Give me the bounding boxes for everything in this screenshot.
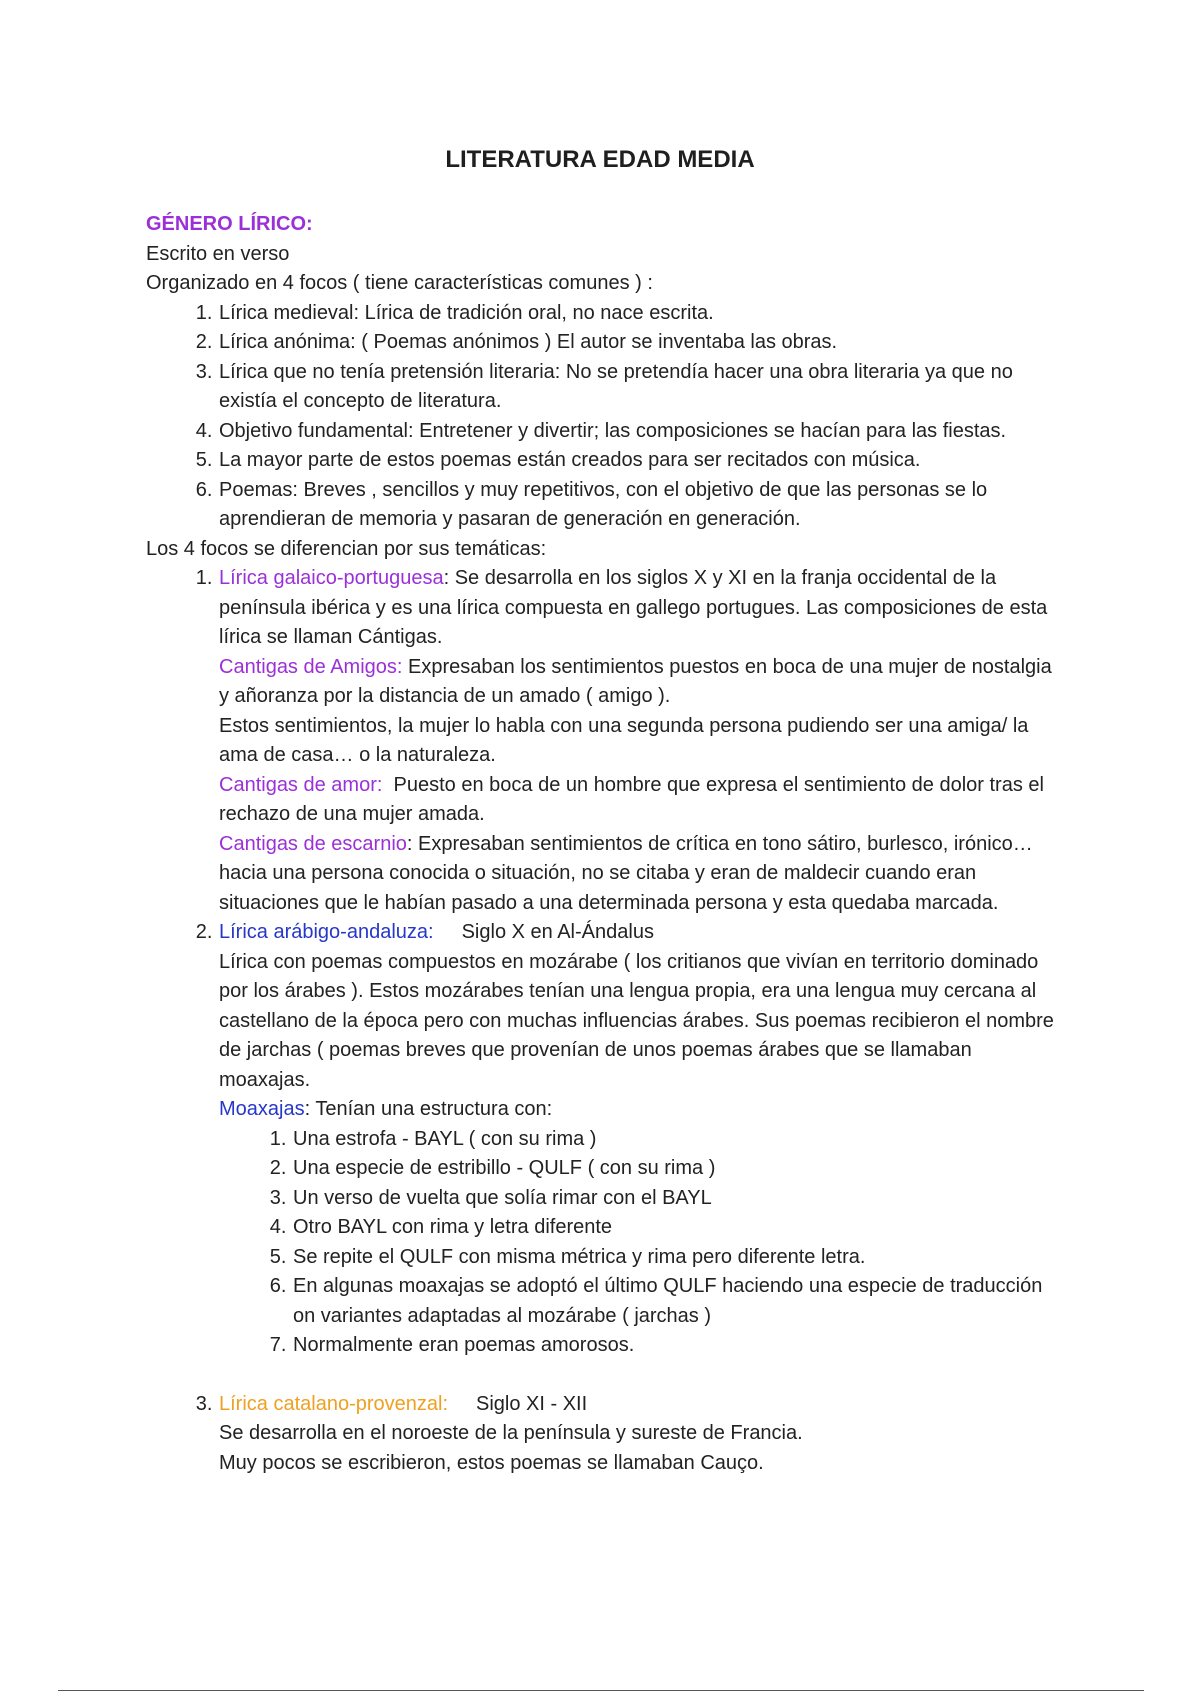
amor-text: Puesto en boca de un hombre que expresa el sentimiento de dolor tras el rechazo de una mujer amada. [219, 773, 1050, 825]
list-item: 3. Lírica que no tenía pretensión literaria: No se pretendía hacer una obra literaria ya que no existía el concepto de literatura. [218, 358, 1066, 417]
moaxajas-label: Moaxajas [219, 1098, 305, 1120]
list-item: 2. Lírica anónima: ( Poemas anónimos ) El autor se inventaba las obras. [218, 328, 1066, 358]
section-heading: GÉNERO LÍRICO: [146, 213, 313, 235]
amigos-label: Cantigas de Amigos: [219, 655, 403, 678]
galaico-text: : Se desarrolla en los siglos X y XI en la franja occidental de la península ibérica y es una lírica compuesta en gallego portugues. Las composiciones de esta lírica se llaman Cántigas. [219, 567, 1048, 648]
list-item: 6. En algunas moaxajas se adoptó el último QULF haciendo una especie de traducción on variantes adaptadas al mozárabe ( jarchas ) [292, 1272, 1066, 1331]
list-item: 5. La mayor parte de estos poemas están creados para ser recitados con música. [218, 446, 1066, 476]
arabigo-header [219, 918, 1066, 948]
blank-line [219, 1361, 1066, 1390]
moaxajas-list [219, 1125, 1066, 1361]
characteristics-list [146, 299, 1066, 535]
focos-intro: Los 4 focos se diferencian por sus temáticas: [146, 537, 547, 560]
list-item: 3. Un verso de vuelta que solía rimar con el BAYL [292, 1184, 1066, 1214]
galaico-label: Lírica galaico-portuguesa [219, 567, 444, 589]
foco-galaico [218, 564, 1066, 918]
document-body [146, 210, 1066, 1478]
catalano-line-1: Se desarrolla en el noroeste de la península y sureste de Francia. [219, 1422, 803, 1444]
page-title: LITERATURA EDAD MEDIA [445, 146, 755, 173]
cantigas-escarnio [219, 830, 1066, 919]
moaxajas-intro [219, 1095, 1066, 1125]
arabigo-text: Lírica con poemas compuestos en mozárabe ( los critianos que vivían en territorio dominado por los árabes ). Estos mozárabes tenían una lengua propia, era una lengua muy cercana al castellano de la época pero con muchas influencias árabes. Sus poemas recibieron el nombre de jarchas ( poemas breves que provenían de unos poemas árabes que se llamaban moaxajas. [219, 950, 1054, 1091]
cantigas-amor [219, 771, 1066, 830]
list-item: 7. Normalmente eran poemas amorosos. [292, 1331, 1066, 1361]
arabigo-label: Lírica arábigo-andaluza: [219, 921, 434, 943]
intro-line-2: Organizado en 4 focos ( tiene características comunes ) : [146, 272, 653, 294]
catalano-century: Siglo XI - XII [476, 1392, 588, 1415]
list-item: 4. Objetivo fundamental: Entretener y divertir; las composiciones se hacían para las fiestas. [218, 417, 1066, 447]
galaico-paragraph [219, 564, 1066, 653]
catalano-header [219, 1390, 1066, 1420]
cantigas-amigos [219, 653, 1066, 712]
focos-list [146, 564, 1066, 1478]
amigos-text: Expresaban los sentimientos puestos en boca de una mujer de nostalgia y añoranza por la distancia de un amado ( amigo ). [219, 655, 1052, 707]
foco-catalano [218, 1390, 1066, 1479]
amor-label: Cantigas de amor: [219, 773, 383, 796]
list-item: 1. Una estrofa - BAYL ( con su rima ) [292, 1125, 1066, 1155]
escarnio-label: Cantigas de escarnio [219, 832, 407, 855]
catalano-label: Lírica catalano-provenzal: [219, 1392, 449, 1415]
list-item: 1. Lírica medieval: Lírica de tradición oral, no nace escrita. [218, 299, 1066, 329]
bottom-divider [58, 1690, 1144, 1691]
amigos-text-2: Estos sentimientos, la mujer lo habla con una segunda persona pudiendo ser una amiga/ la ama de casa… o la naturaleza. [219, 714, 1029, 766]
list-item: 2. Una especie de estribillo - QULF ( con su rima ) [292, 1154, 1066, 1184]
list-item: 5. Se repite el QULF con misma métrica y rima pero diferente letra. [292, 1243, 1066, 1273]
intro-line-1: Escrito en verso [146, 242, 290, 265]
moaxajas-text: : Tenían una estructura con: [304, 1098, 553, 1120]
list-item: 6. Poemas: Breves , sencillos y muy repetitivos, con el objetivo de que las personas se lo aprendieran de memoria y pasaran de generación en generación. [218, 476, 1066, 535]
catalano-line-2: Muy pocos se escribieron, estos poemas se llamaban Cauço. [219, 1451, 764, 1474]
arabigo-century: Siglo X en Al-Ándalus [461, 921, 654, 943]
foco-arabigo [218, 918, 1066, 1390]
list-item: 4. Otro BAYL con rima y letra diferente [292, 1213, 1066, 1243]
escarnio-text: : Expresaban sentimientos de crítica en tono sátiro, burlesco, irónico… hacia una persona conocida o situación, no se citaba y eran de maldecir cuando eran situaciones que le habían pasado a una determinada persona y esta quedaba marcada. [219, 832, 1033, 914]
